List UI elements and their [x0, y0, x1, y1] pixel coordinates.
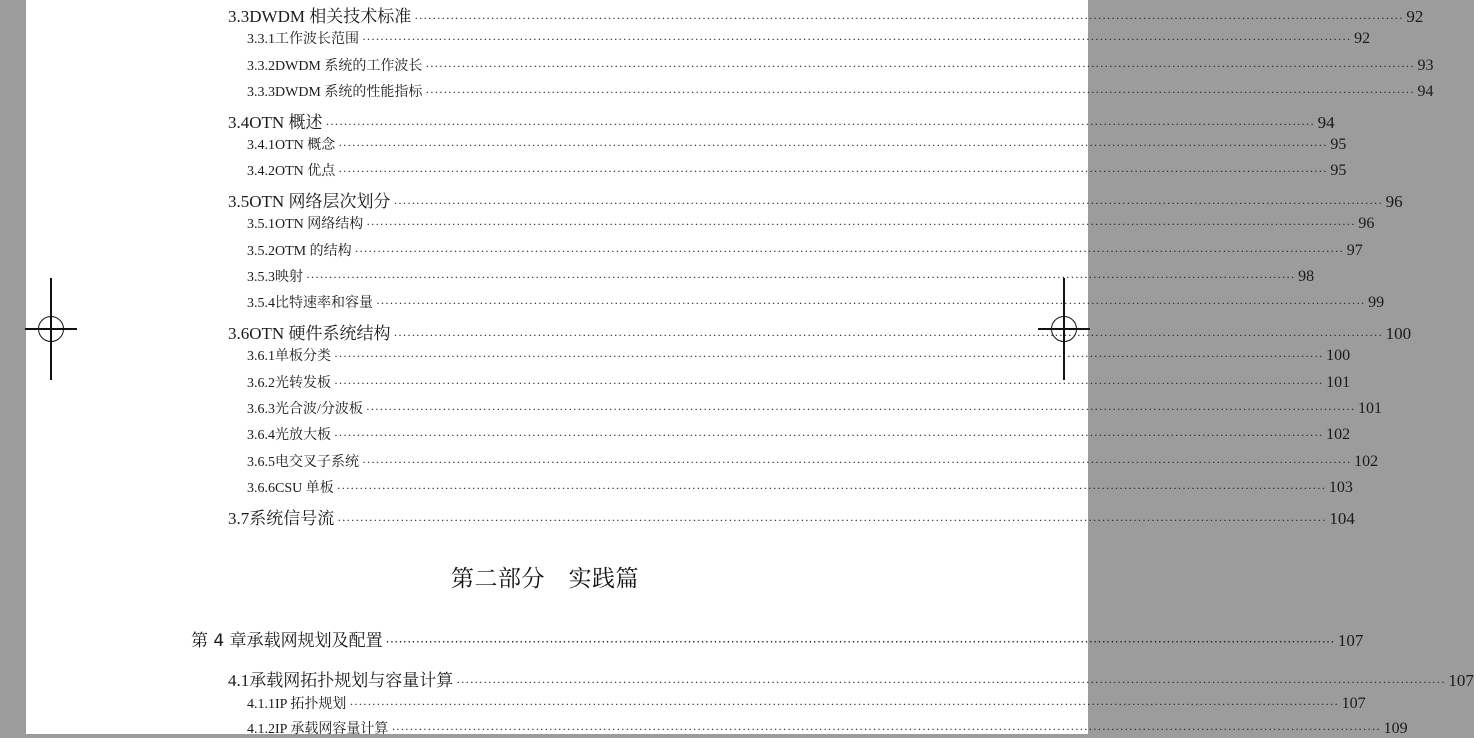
part-title: 第二部分 实践篇 — [451, 566, 639, 592]
toc-entry-page-number: 92 — [1406, 7, 1424, 26]
toc-entry-number: 3.5.3 — [247, 270, 275, 285]
dot-leader: ···························································································································································································································· — [362, 32, 1352, 46]
toc-entry-number: 3.6.6 — [247, 481, 275, 496]
toc-entry-number: 3.5.2 — [247, 244, 275, 259]
toc-entry[interactable] — [228, 319, 1412, 344]
toc-entry-number: 3.3.2 — [247, 59, 275, 74]
toc-entry-title: CSU 单板 — [275, 481, 334, 496]
toc-entry-title: DWDM 系统的性能指标 — [275, 85, 423, 100]
toc-entry-title: OTN 概念 — [275, 138, 336, 153]
toc-entry-title: DWDM 系统的工作波长 — [275, 59, 423, 74]
toc-entry-number: 3.3.1 — [247, 32, 275, 47]
toc-entry-title: 光转发板 — [275, 376, 331, 391]
toc-entry-title: OTN 硬件系统结构 — [249, 324, 391, 343]
toc-entry-title: DWDM 相关技术标准 — [249, 7, 412, 26]
dot-leader: ···························································································································································································································· — [334, 349, 1324, 363]
toc-entry-page-number: 92 — [1354, 30, 1371, 47]
toc-entry-page-number: 97 — [1346, 242, 1363, 259]
toc-entry-page-number: 99 — [1368, 294, 1385, 311]
registration-mark-left-icon — [25, 278, 77, 380]
dot-leader: ···························································································································································································································· — [414, 11, 1404, 25]
dot-leader: ···························································································································································································································· — [456, 675, 1446, 689]
toc-entry-title: OTN 网络结构 — [275, 217, 364, 232]
toc-entry-number: 4.1.1 — [247, 697, 275, 712]
toc-entry-number: 3.7 — [228, 509, 250, 528]
toc-entry[interactable] — [228, 666, 1474, 691]
dot-leader: ···························································································································································································································· — [337, 513, 1327, 527]
dot-leader: ···························································································································································································································· — [376, 296, 1366, 310]
toc-entry-title: 光放大板 — [275, 428, 331, 443]
dot-leader: ···························································································································································································································· — [338, 138, 1328, 152]
toc-entry-number: 3.5 — [228, 192, 250, 211]
toc-entry-page-number: 100 — [1326, 347, 1351, 364]
dot-leader: ···························································································································································································································· — [393, 196, 1383, 210]
toc-entry-title: OTN 概述 — [249, 113, 323, 132]
toc-entry-page-number: 109 — [1383, 720, 1408, 737]
toc-entry-number: 3.6.5 — [247, 455, 275, 470]
toc-entry[interactable] — [247, 160, 1347, 180]
toc-entry-title: 承载网拓扑规划与容量计算 — [249, 671, 454, 690]
toc-entry-number: 3.4 — [228, 113, 250, 132]
dot-leader: ···························································································································································································································· — [336, 481, 1326, 495]
toc-entry-page-number: 96 — [1358, 215, 1375, 232]
dot-leader: ···························································································································································································································· — [334, 376, 1324, 390]
toc-entry-title: 比特速率和容量 — [275, 296, 373, 311]
toc-entry-page-number: 107 — [1337, 631, 1364, 650]
toc-entry-page-number: 95 — [1330, 162, 1347, 179]
toc-entry-title: 映射 — [275, 270, 303, 285]
toc-entry[interactable] — [247, 372, 1351, 392]
toc-entry-page-number: 96 — [1385, 192, 1403, 211]
toc-entry-title: IP 拓扑规划 — [275, 697, 347, 712]
toc-entry-title: 系统信号流 — [249, 509, 335, 528]
dot-leader: ···························································································································································································································· — [354, 244, 1344, 258]
toc-entry-number: 3.3 — [228, 7, 250, 26]
toc-entry[interactable] — [247, 292, 1385, 312]
toc-entry-page-number: 103 — [1328, 479, 1353, 496]
toc-entry[interactable] — [247, 266, 1315, 286]
toc-entry-page-number: 102 — [1354, 453, 1379, 470]
toc-entry-title: 电交叉子系统 — [275, 455, 359, 470]
toc-entry-number: 3.4.2 — [247, 164, 275, 179]
toc-entry-number: 3.4.1 — [247, 138, 275, 153]
dot-leader: ···························································································································································································································· — [391, 722, 1381, 736]
toc-entry-page-number: 102 — [1326, 426, 1351, 443]
dot-leader: ···························································································································································································································· — [425, 59, 1415, 73]
toc-entry[interactable] — [247, 28, 1371, 48]
toc-entry[interactable] — [247, 55, 1434, 75]
toc-entry[interactable] — [247, 345, 1351, 365]
dot-leader: ···························································································································································································································· — [365, 402, 1356, 416]
toc-entry[interactable] — [247, 134, 1347, 154]
toc-entry-page-number: 107 — [1448, 671, 1474, 690]
toc-entry-title: OTN 网络层次划分 — [249, 192, 391, 211]
toc-entry-title: 承载网规划及配置 — [246, 631, 383, 651]
toc-entry-page-number: 101 — [1326, 374, 1351, 391]
dot-leader: ···························································································································································································································· — [385, 635, 1335, 649]
dot-leader: ···························································································································································································································· — [393, 328, 1383, 342]
toc-entry-number: 3.6.2 — [247, 376, 275, 391]
toc-entry[interactable] — [228, 504, 1355, 529]
toc-entry-title: IP 承载网容量计算 — [275, 722, 389, 737]
toc-entry[interactable] — [247, 693, 1366, 713]
toc-entry[interactable] — [247, 477, 1353, 497]
toc-entry-page-number: 104 — [1329, 509, 1355, 528]
toc-entry-page-number: 107 — [1341, 695, 1366, 712]
dot-leader: ···························································································································································································································· — [338, 164, 1328, 178]
toc-entry[interactable] — [228, 108, 1335, 133]
toc-entry-number: 3.5.1 — [247, 217, 275, 232]
toc-entry-page-number: 94 — [1317, 113, 1335, 132]
toc-entry-number: 4.1 — [228, 671, 250, 690]
toc-entry-title: OTM 的结构 — [275, 244, 352, 259]
toc-entry-number: 3.6.4 — [247, 428, 275, 443]
toc-entry-page-number: 94 — [1417, 83, 1434, 100]
toc-entry-title: 单板分类 — [275, 349, 331, 364]
toc-entry-number: 3.3.3 — [247, 85, 275, 100]
toc-entry[interactable] — [228, 187, 1403, 212]
toc-entry[interactable] — [247, 81, 1434, 101]
dot-leader: ···························································································································································································································· — [362, 455, 1352, 469]
toc-entry[interactable] — [247, 213, 1375, 233]
toc-entry-page-number: 95 — [1330, 136, 1347, 153]
toc-entry[interactable] — [247, 718, 1408, 738]
dot-leader: ···························································································································································································································· — [366, 217, 1356, 231]
toc-entry-title: OTN 优点 — [275, 164, 336, 179]
toc-entry[interactable] — [228, 2, 1424, 27]
toc-entry[interactable] — [191, 626, 1364, 651]
toc-entry-title: 光合波/分波板 — [275, 402, 363, 417]
dot-leader: ···························································································································································································································· — [306, 270, 1296, 284]
toc-entry-title: 工作波长范围 — [275, 32, 359, 47]
toc-entry-page-number: 98 — [1298, 268, 1315, 285]
toc-entry[interactable] — [247, 451, 1379, 471]
toc-entry-number: 3.6 — [228, 324, 250, 343]
toc-entry-page-number: 101 — [1358, 400, 1383, 417]
toc-entry[interactable] — [247, 240, 1363, 260]
dot-leader: ···························································································································································································································· — [425, 85, 1415, 99]
toc-entry-number: 3.6.3 — [247, 402, 275, 417]
toc-entry[interactable] — [247, 424, 1351, 444]
toc-entry-number: 3.6.1 — [247, 349, 275, 364]
toc-entry-number: 3.5.4 — [247, 296, 275, 311]
toc-entry-number: 第 4 章 — [191, 631, 247, 651]
dot-leader: ···························································································································································································································· — [325, 117, 1315, 131]
toc-entry-number: 4.1.2 — [247, 722, 275, 737]
toc-entry[interactable] — [247, 398, 1383, 418]
dot-leader: ···························································································································································································································· — [349, 697, 1339, 711]
toc-entry-page-number: 93 — [1417, 57, 1434, 74]
dot-leader: ···························································································································································································································· — [334, 428, 1324, 442]
toc-entry-page-number: 100 — [1385, 324, 1412, 343]
